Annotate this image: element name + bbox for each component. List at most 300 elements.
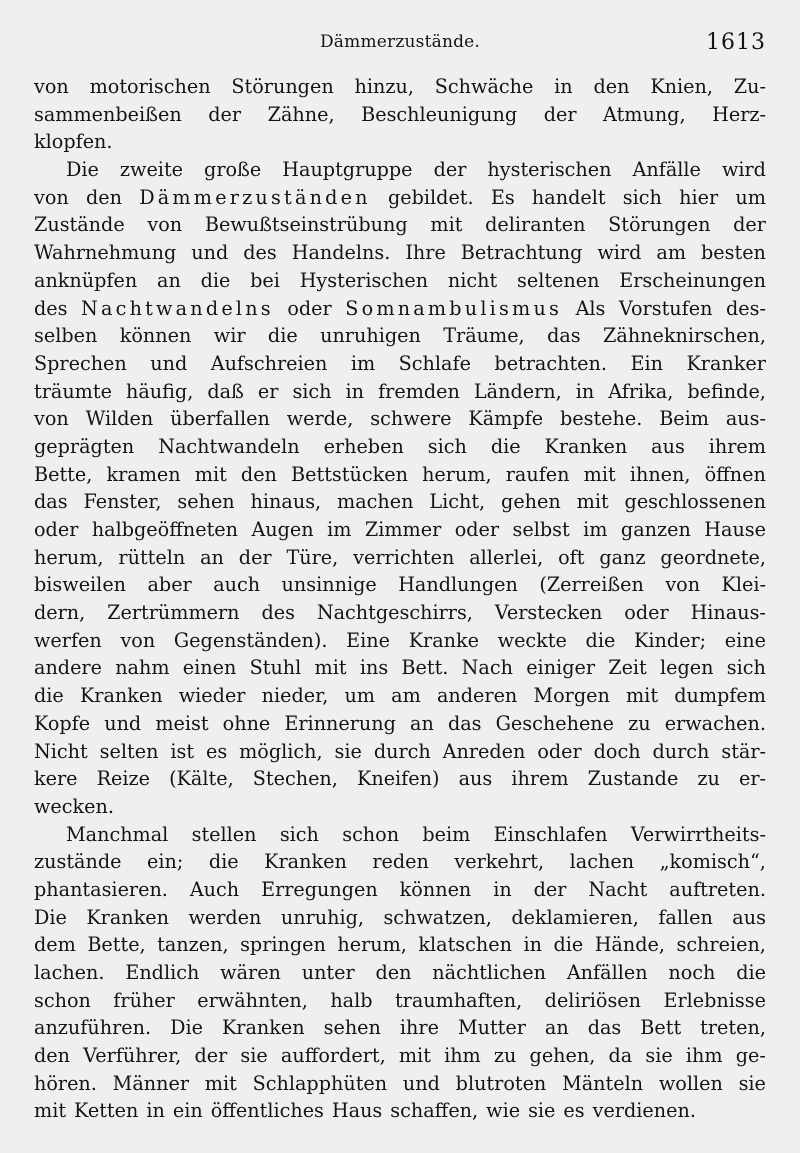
- word: und: [402, 1071, 440, 1095]
- word: um: [735, 185, 766, 209]
- word: hören.: [34, 1071, 97, 1095]
- word: sie: [334, 739, 362, 763]
- word: in: [554, 75, 573, 98]
- word: Ihre: [405, 241, 446, 265]
- word: sich: [622, 185, 662, 209]
- word: Verführer,: [83, 1044, 182, 1068]
- word: daß: [207, 379, 244, 403]
- word: nicht: [447, 268, 498, 292]
- word: ihm: [685, 1044, 723, 1068]
- word: des: [243, 241, 277, 265]
- word: Hinaus-: [690, 601, 766, 625]
- word: die: [267, 324, 298, 348]
- text-line: [34, 627, 766, 655]
- word: Als: [575, 296, 606, 320]
- word: in: [523, 933, 542, 957]
- word: hinzu,: [354, 75, 414, 98]
- word: ohne: [222, 711, 271, 735]
- word: aus-: [725, 407, 766, 431]
- word: die: [736, 961, 766, 984]
- word: die: [34, 684, 64, 708]
- word: Wilden: [85, 407, 154, 431]
- word: in: [345, 379, 365, 403]
- text-line: [34, 239, 766, 267]
- word: fallen: [658, 905, 713, 929]
- word: Nach: [461, 656, 513, 680]
- word: an: [410, 711, 434, 735]
- word: Nacht: [588, 877, 648, 901]
- word: Zertrümmern: [107, 601, 240, 625]
- word: aus: [651, 434, 685, 458]
- word: ihre: [399, 1016, 439, 1040]
- word: Bewußtseinstrübung: [204, 213, 408, 237]
- word: Aufschreien: [210, 351, 328, 375]
- word: von: [120, 628, 156, 652]
- word: Kranker: [686, 351, 766, 375]
- text-line: [34, 738, 766, 766]
- word: sie: [645, 1044, 673, 1068]
- text-line: [34, 599, 766, 627]
- text-line: [34, 405, 766, 433]
- word: stär-: [721, 739, 766, 763]
- word: den: [593, 75, 630, 98]
- word: sie: [738, 1071, 766, 1095]
- word: Auch: [189, 877, 240, 901]
- emphasized-word: Nachtwandelns: [81, 296, 274, 320]
- word: träumte: [34, 379, 112, 403]
- word: Bette,: [87, 933, 146, 957]
- word: Afrika,: [608, 379, 674, 403]
- word: hier: [679, 185, 719, 209]
- emphasized-word: Dämmerzuständen: [139, 185, 371, 209]
- word: zu: [493, 1044, 517, 1068]
- word: Reize: [96, 767, 151, 791]
- word: ganzen: [620, 518, 691, 541]
- word: des: [261, 601, 295, 625]
- word: überfallen: [170, 407, 270, 431]
- word: Ein: [630, 351, 663, 375]
- word: geschlossenen: [624, 490, 766, 514]
- word: in: [575, 379, 595, 403]
- word: rütteln: [118, 545, 186, 569]
- word: Kranken: [86, 905, 169, 929]
- word: Kranken: [544, 434, 628, 458]
- word: sich: [726, 656, 766, 680]
- word: lachen: [569, 850, 635, 874]
- word: es: [205, 739, 228, 763]
- word: Wahrnehmung: [34, 241, 177, 265]
- word: oder: [624, 601, 669, 625]
- word: Erregungen: [261, 877, 378, 901]
- word: ihrem: [511, 767, 569, 791]
- word: halb: [330, 988, 373, 1012]
- word: Mutter: [457, 1016, 526, 1040]
- text-line: [34, 904, 766, 932]
- word: Nachtwandeln: [158, 434, 300, 458]
- word: am: [656, 241, 687, 265]
- word: des: [34, 296, 68, 320]
- text-line: [34, 682, 766, 710]
- word: Licht,: [429, 490, 486, 514]
- word: gebildet.: [387, 185, 474, 209]
- word: seltenen: [517, 268, 600, 292]
- word: Stuhl: [249, 656, 302, 680]
- word: sie: [240, 1044, 268, 1068]
- word: deliranten: [485, 213, 586, 237]
- word: erwähnten,: [197, 988, 308, 1012]
- word: Hysterischen: [299, 268, 429, 292]
- emphasized-word: Somnambulismus: [345, 296, 563, 320]
- word: handelt: [531, 185, 606, 209]
- word: werde,: [286, 407, 354, 431]
- word: stellen: [191, 822, 257, 846]
- word: „komisch“,: [659, 850, 766, 874]
- word: der: [433, 158, 467, 182]
- word: ganz: [599, 545, 646, 569]
- word: Anfälle: [632, 158, 701, 182]
- word: reden: [372, 850, 429, 874]
- word: Bettstücken: [291, 462, 408, 486]
- word: ein;: [147, 850, 184, 874]
- word: verdienen.: [592, 1099, 696, 1123]
- word: (Zerreißen: [539, 573, 644, 597]
- word: Eine: [346, 628, 391, 652]
- word: Schlapphüten: [252, 1071, 388, 1095]
- word: weckte: [497, 628, 567, 652]
- word: Zustände: [34, 213, 125, 237]
- text-line: [34, 267, 766, 295]
- word: Bette,: [34, 462, 93, 486]
- word: anknüpfen: [34, 268, 138, 292]
- word: können: [119, 324, 192, 348]
- word: dem: [34, 933, 76, 957]
- word: mit: [576, 490, 609, 514]
- word: den: [375, 961, 412, 984]
- word: und: [191, 241, 229, 265]
- word: motorischen: [89, 75, 211, 98]
- text-line: [34, 848, 766, 876]
- text-line: [34, 931, 766, 959]
- word: kere: [34, 767, 78, 791]
- word: werfen: [34, 628, 102, 652]
- word: Fenster,: [83, 490, 162, 514]
- word: der: [208, 102, 242, 126]
- word: Vorstufen: [618, 296, 713, 320]
- word: Morgen: [533, 684, 610, 708]
- word: möglich,: [239, 739, 323, 763]
- word: einiger: [526, 656, 595, 680]
- word: Erlebnisse: [663, 988, 766, 1012]
- word: Erscheinungen: [619, 268, 766, 292]
- text-line: [34, 184, 766, 212]
- text-line: [34, 793, 766, 821]
- word: wird: [597, 241, 642, 265]
- word: Zimmer: [364, 518, 442, 541]
- word: Kranke: [408, 628, 479, 652]
- word: Endlich: [125, 961, 200, 984]
- word: tanzen,: [157, 933, 229, 957]
- word: und: [150, 351, 188, 375]
- word: Handlungen: [398, 573, 518, 597]
- word: im: [327, 518, 352, 541]
- word: schon: [34, 988, 91, 1012]
- word: oft: [558, 545, 585, 569]
- word: zu: [697, 767, 720, 791]
- word: Mänteln: [562, 1071, 644, 1095]
- word: oder: [287, 296, 332, 320]
- word: deliriösen: [544, 988, 642, 1012]
- word: fremden: [378, 379, 460, 403]
- word: zustände: [34, 850, 122, 874]
- word: Knien,: [650, 75, 713, 98]
- word: betrachten.: [494, 351, 607, 375]
- word: Hauptgruppe: [282, 158, 413, 182]
- word: ge-: [735, 1044, 766, 1068]
- text-line: [34, 1014, 766, 1042]
- word: oder: [537, 739, 582, 763]
- word: Die: [66, 158, 99, 182]
- word: Beim: [659, 407, 709, 431]
- text-line: [34, 101, 766, 129]
- word: mit: [398, 1044, 431, 1068]
- word: Hände,: [594, 933, 665, 957]
- word: sich: [427, 434, 467, 458]
- word: bestehe.: [559, 407, 643, 431]
- word: und: [104, 711, 142, 735]
- word: schon: [342, 822, 400, 846]
- word: geordnete,: [660, 545, 766, 569]
- word: hinaus,: [250, 490, 322, 514]
- word: Männer: [112, 1071, 190, 1095]
- word: im: [583, 518, 608, 541]
- word: Manchmal: [66, 822, 169, 846]
- page-number: 1613: [706, 30, 766, 55]
- word: lachen.: [34, 961, 105, 984]
- word: selten: [99, 739, 159, 763]
- word: Stechen,: [252, 767, 338, 791]
- word: das: [547, 324, 581, 348]
- word: an: [200, 545, 224, 569]
- word: ihrem: [708, 434, 766, 458]
- word: gehen,: [529, 1044, 596, 1068]
- word: Bett.: [401, 656, 449, 680]
- word: Träume,: [443, 324, 525, 348]
- word: in: [493, 877, 512, 901]
- text-line: [34, 128, 766, 156]
- word: große: [204, 158, 262, 182]
- word: von: [665, 573, 701, 597]
- word: im: [350, 351, 376, 375]
- word: Kranken: [264, 850, 347, 874]
- text-line: [34, 821, 766, 849]
- word: selbst: [512, 518, 570, 541]
- word: an: [544, 1016, 569, 1040]
- word: noch: [668, 961, 716, 984]
- word: ist: [170, 739, 195, 763]
- word: auftreten.: [669, 877, 766, 901]
- word: klopfen.: [34, 130, 113, 154]
- word: Zeit: [608, 656, 647, 680]
- word: sich: [279, 822, 319, 846]
- word: mit: [314, 656, 347, 680]
- word: er: [257, 379, 279, 403]
- word: Klei-: [721, 573, 766, 597]
- word: nahm: [115, 656, 170, 680]
- word: öffnen: [704, 462, 766, 486]
- word: unruhigen: [320, 324, 421, 348]
- word: verrichten: [353, 545, 455, 569]
- word: das: [34, 490, 68, 514]
- running-head: Dämmerzustände.: [319, 32, 481, 52]
- text-line: [34, 876, 766, 904]
- word: Erinnerung: [284, 711, 396, 735]
- word: sehen: [323, 1016, 381, 1040]
- word: Ketten: [74, 1099, 139, 1123]
- word: phantasieren.: [34, 877, 168, 901]
- text-line: [34, 710, 766, 738]
- word: anderen: [436, 684, 518, 708]
- word: Kranken: [79, 684, 163, 708]
- word: mit: [625, 684, 659, 708]
- text-line: [34, 350, 766, 378]
- text-line: [34, 571, 766, 599]
- word: legen: [660, 656, 714, 680]
- word: sie: [528, 1099, 556, 1123]
- word: Es: [490, 185, 515, 209]
- word: Nicht: [34, 739, 88, 763]
- word: die: [553, 933, 584, 957]
- word: Kranken: [221, 1016, 305, 1040]
- word: deklamieren,: [511, 905, 639, 929]
- word: oder: [34, 518, 79, 541]
- word: er-: [738, 767, 766, 791]
- word: sammenbeißen: [34, 102, 182, 126]
- word: Augen: [251, 518, 314, 541]
- word: zu: [628, 711, 651, 735]
- word: Kneifen): [357, 767, 440, 791]
- word: schreien,: [676, 933, 766, 957]
- word: aber: [147, 573, 192, 597]
- word: raufen: [505, 462, 570, 486]
- text-line: [34, 461, 766, 489]
- word: Zähneknirschen,: [603, 324, 766, 348]
- text-line: [34, 378, 766, 406]
- word: geprägten: [34, 434, 135, 458]
- text-line: [34, 295, 766, 323]
- word: andere: [34, 656, 102, 680]
- word: Die: [170, 1016, 203, 1040]
- text-line: [34, 1097, 766, 1125]
- word: von: [34, 407, 69, 431]
- word: Gegenständen).: [173, 628, 328, 652]
- text-line: [34, 544, 766, 572]
- word: Schwäche: [434, 75, 534, 98]
- text-line: [34, 211, 766, 239]
- word: Hause: [704, 518, 766, 541]
- word: wieder: [178, 684, 246, 708]
- word: Haus: [331, 1099, 383, 1123]
- word: des-: [725, 296, 766, 320]
- word: erheben: [323, 434, 404, 458]
- word: da: [608, 1044, 633, 1068]
- word: wollen: [658, 1071, 723, 1095]
- body-text: [34, 73, 766, 1125]
- word: Betrachtung: [460, 241, 583, 265]
- word: springen: [240, 933, 326, 957]
- word: herum,: [422, 462, 492, 486]
- word: erwachen.: [664, 711, 766, 735]
- word: Zu-: [733, 75, 766, 98]
- text-line: [34, 959, 766, 987]
- word: meist: [155, 711, 209, 735]
- word: können: [399, 877, 472, 901]
- word: wären: [220, 961, 281, 984]
- word: wird: [721, 158, 766, 182]
- word: herum,: [34, 545, 104, 569]
- text-line: [34, 156, 766, 184]
- word: einen: [182, 656, 237, 680]
- text-line: [34, 765, 766, 793]
- word: unsinnige: [281, 573, 377, 597]
- word: Die: [34, 905, 67, 929]
- word: der: [543, 102, 577, 126]
- word: der: [733, 213, 766, 237]
- word: sich: [292, 379, 332, 403]
- word: beim: [422, 822, 471, 846]
- word: mit: [34, 1099, 67, 1123]
- word: Zustande: [587, 767, 679, 791]
- text-line: [34, 1070, 766, 1098]
- word: auffordert,: [280, 1044, 386, 1068]
- word: die: [208, 850, 239, 874]
- word: durch: [652, 739, 710, 763]
- word: ihm: [444, 1044, 481, 1068]
- word: Beschleunigung: [361, 102, 518, 126]
- word: die: [585, 628, 616, 652]
- word: besten: [701, 241, 766, 265]
- word: (Kälte,: [169, 767, 234, 791]
- word: mit: [194, 462, 227, 486]
- word: mit: [204, 1071, 237, 1095]
- word: von: [34, 75, 69, 98]
- word: gehen: [501, 490, 561, 514]
- word: es: [563, 1099, 585, 1123]
- word: treten,: [700, 1016, 766, 1040]
- word: das: [587, 1016, 622, 1040]
- word: Störungen: [231, 75, 334, 98]
- word: anzuführen.: [34, 1016, 152, 1040]
- word: unruhig,: [280, 905, 364, 929]
- word: Zähne,: [267, 102, 335, 126]
- word: um: [344, 684, 376, 708]
- text-line: [34, 654, 766, 682]
- word: selben: [34, 324, 98, 348]
- word: durch: [373, 739, 431, 763]
- word: Verstecken: [494, 601, 603, 625]
- word: der: [194, 1044, 228, 1068]
- word: klatschen: [418, 933, 512, 957]
- word: traumhaften,: [394, 988, 523, 1012]
- word: kramen: [106, 462, 181, 486]
- word: Bett: [640, 1016, 682, 1040]
- word: öffentliches: [210, 1099, 324, 1123]
- word: verkehrt,: [454, 850, 545, 874]
- word: hysterischen: [487, 158, 612, 182]
- word: Türe,: [286, 545, 339, 569]
- word: Kinder;: [634, 628, 707, 652]
- word: ein: [172, 1099, 203, 1123]
- word: schwere: [370, 407, 452, 431]
